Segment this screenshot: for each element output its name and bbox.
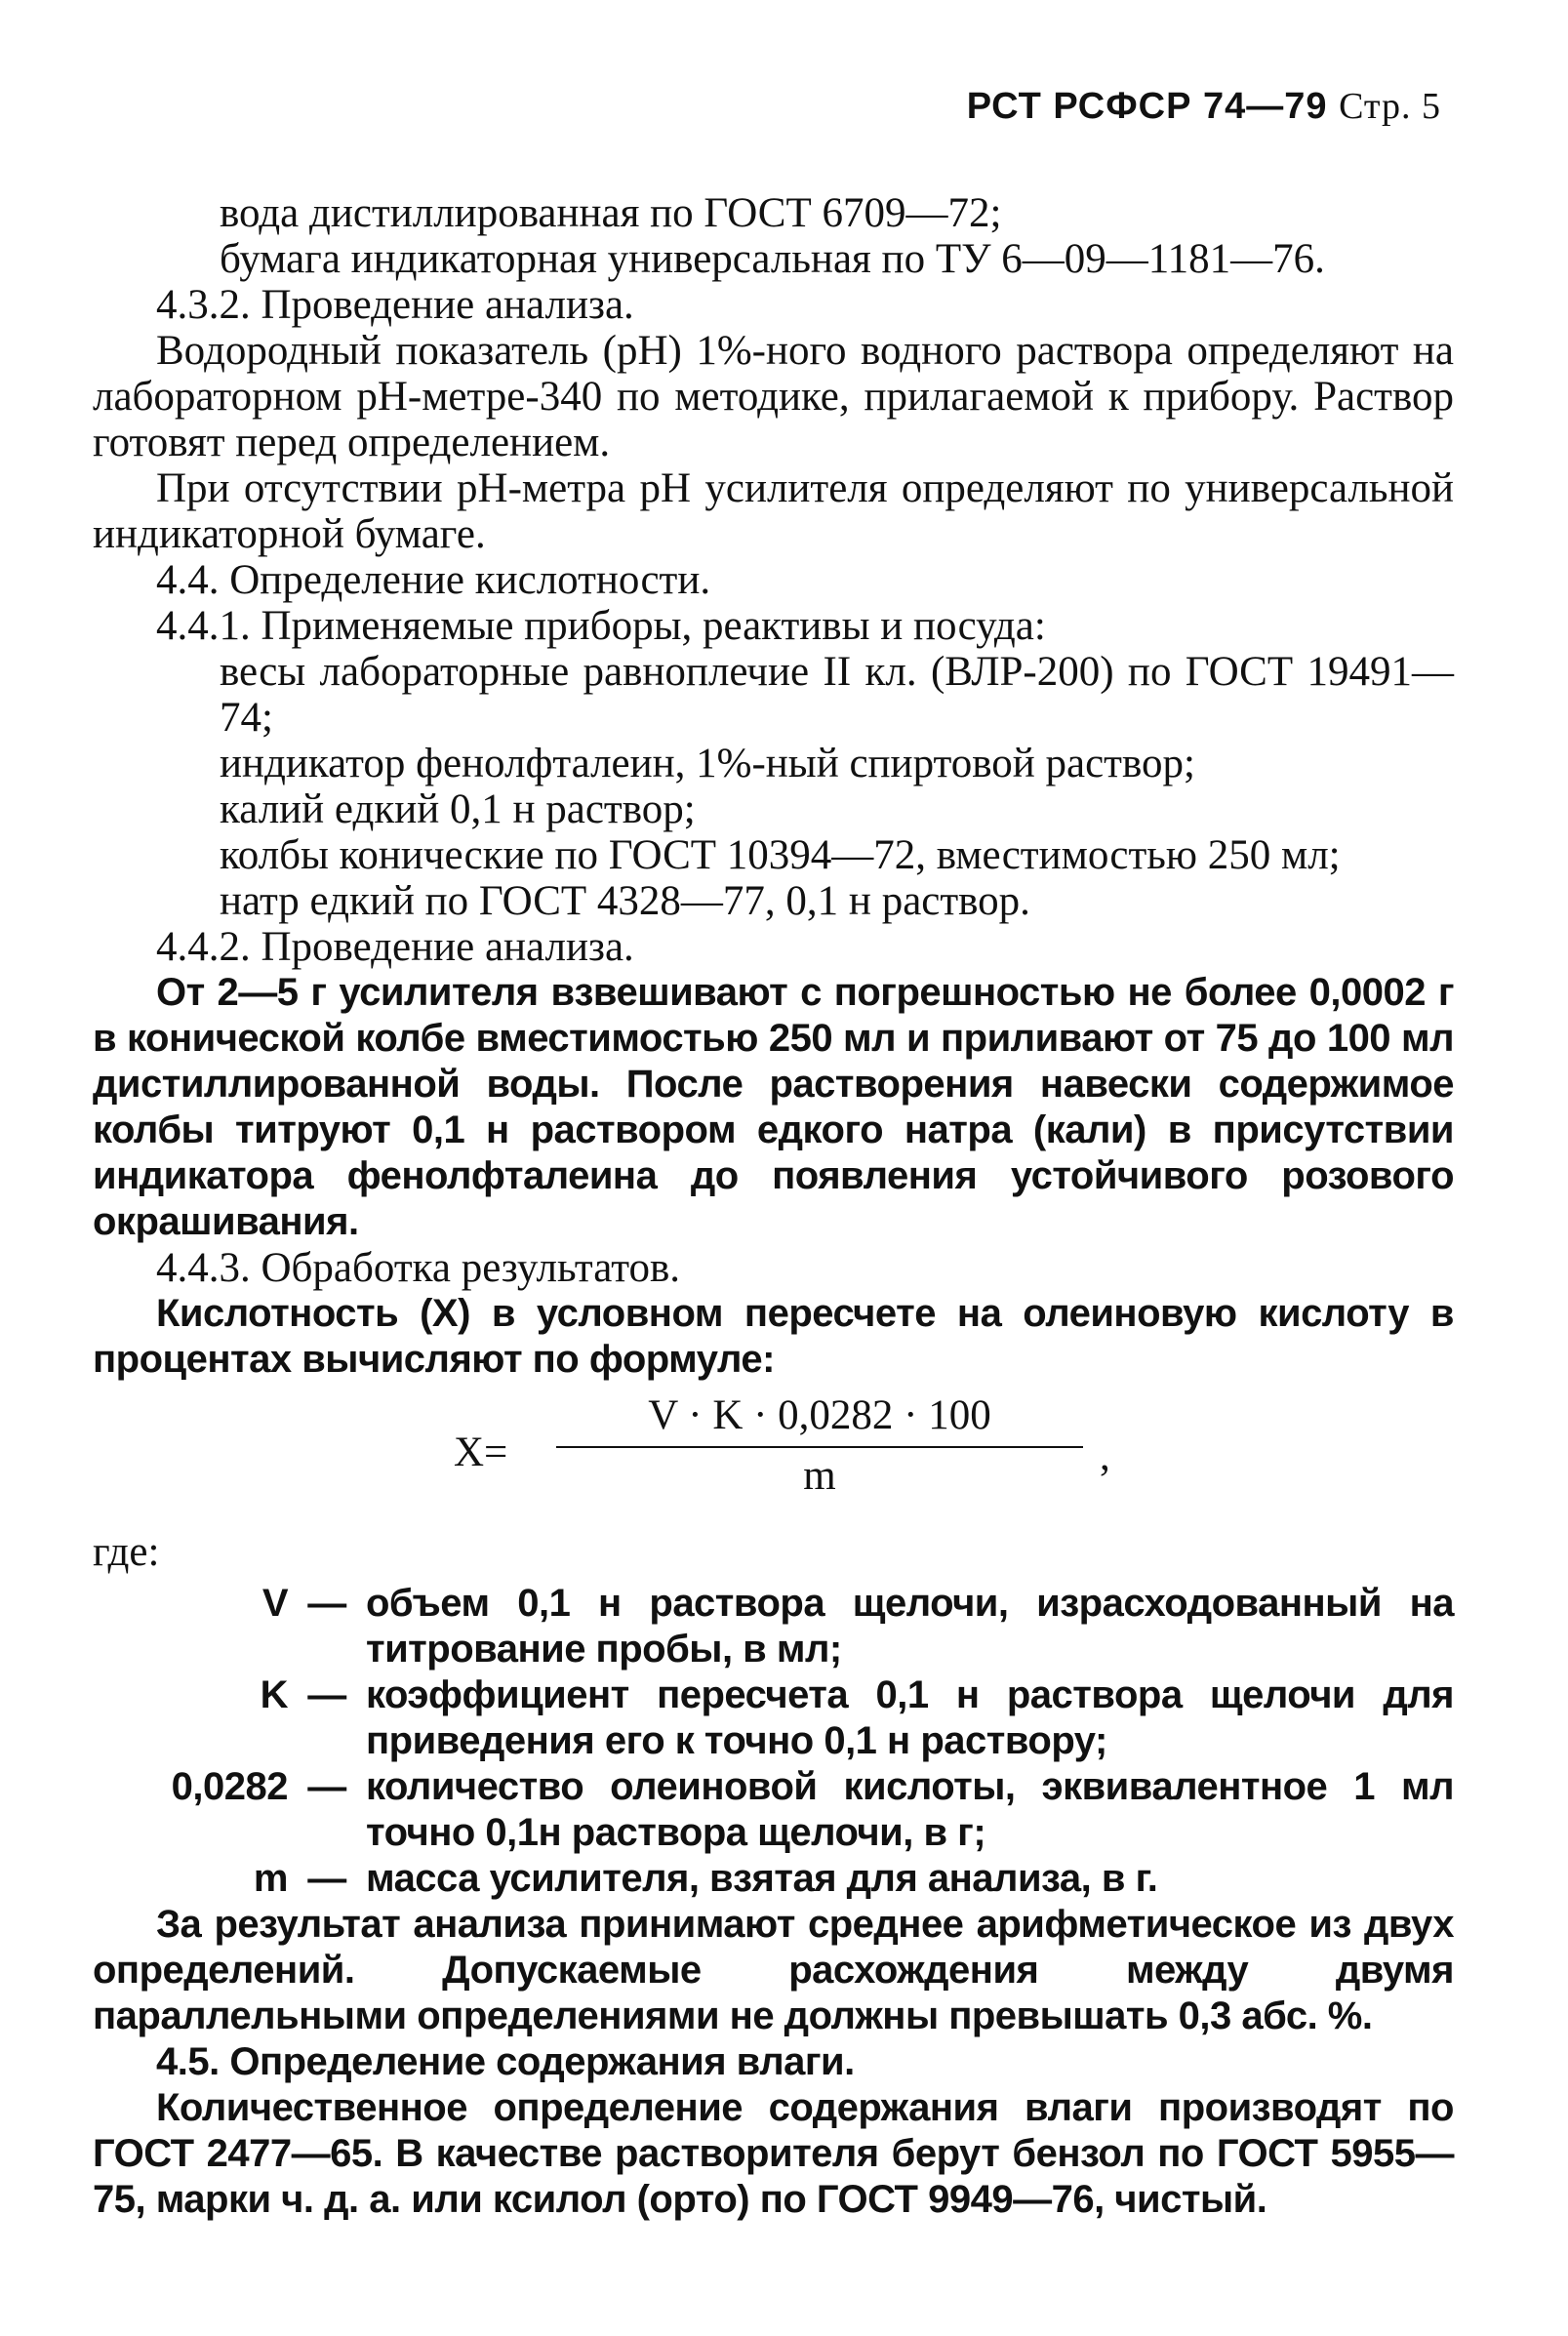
definition-dash: —	[307, 1582, 346, 1625]
definition-text: объем 0,1 н раствора щелочи, израсходованный на титрование пробы, в мл;	[366, 1582, 1454, 1671]
definition-item	[93, 1856, 1454, 1902]
definition-symbol: K	[260, 1673, 288, 1716]
equipment-item: весы лабораторные равноплечие II кл. (ВЛР-200) по ГОСТ 19491—74;	[220, 649, 1454, 741]
document-number: РСТ РСФСР 74—79	[966, 86, 1328, 127]
definition-symbol: m	[253, 1857, 288, 1900]
where-label: где:	[93, 1529, 160, 1575]
section-heading: 4.4.3. Обработка результатов.	[156, 1245, 680, 1291]
definition-item	[93, 1764, 1454, 1856]
section-heading: 4.3.2. Проведение анализа.	[156, 282, 634, 328]
paragraph: За результат анализа принимают среднее арифметическое из двух определений. Допускаемые расхождения между двумя параллельными определениями не должны превышать 0,3 абс. %.	[93, 1903, 1454, 2037]
formula-numerator: V · K · 0,0282 · 100	[648, 1392, 991, 1438]
equipment-item: колбы конические по ГОСТ 10394—72, вместимостью 250 мл;	[220, 832, 1341, 878]
page-number: Стр. 5	[1339, 86, 1441, 127]
formula-lhs: X=	[454, 1430, 508, 1475]
definition-text: масса усилителя, взятая для анализа, в г.	[366, 1857, 1158, 1900]
definition-item	[93, 1581, 1454, 1672]
equipment-item: натр едкий по ГОСТ 4328—77, 0,1 н раствор.	[220, 878, 1030, 924]
definition-dash: —	[307, 1857, 346, 1900]
equipment-item: индикатор фенолфталеин, 1%-ный спиртовой раствор;	[220, 741, 1195, 786]
paragraph: От 2—5 г усилителя взвешивают с погрешностью не более 0,0002 г в конической колбе вместимостью 250 мл и приливают от 75 до 100 мл дистиллированной воды. После растворения навески содержимое колбы титруют 0,1 н раствором едкого натра (кали) в присутствии индикатора фенолфталеина до появления устойчивого розового окрашивания.	[93, 971, 1454, 1243]
section-heading: 4.4. Определение кислотности.	[156, 557, 711, 603]
definition-dash: —	[307, 1765, 346, 1808]
paragraph: Кислотность (X) в условном пересчете на олеиновую кислоту в процентах вычисляют по формуле:	[93, 1292, 1454, 1381]
equipment-item: калий едкий 0,1 н раствор;	[220, 786, 696, 832]
formula-denominator: m	[803, 1453, 836, 1499]
definition-dash: —	[307, 1673, 346, 1716]
definition-text: коэффициент пересчета 0,1 н раствора щелочи для приведения его к точно 0,1 н раствору;	[366, 1673, 1454, 1762]
reagent-line: бумага индикаторная универсальная по ТУ 6—09—1181—76.	[220, 236, 1325, 282]
definition-symbol: 0,0282	[171, 1765, 288, 1808]
reagent-line: вода дистиллированная по ГОСТ 6709—72;	[220, 190, 1002, 236]
definition-item	[93, 1672, 1454, 1764]
paragraph: При отсутствии рН-метра рН усилителя определяют по универсальной индикаторной бумаге.	[93, 465, 1454, 557]
definition-symbol: V	[261, 1582, 288, 1625]
definitions-list	[93, 1581, 1454, 1902]
document-body	[93, 190, 1454, 2223]
formula-comma: ,	[1100, 1433, 1110, 1479]
section-heading: 4.5. Определение содержания влаги.	[156, 2040, 855, 2083]
fraction-bar	[556, 1446, 1083, 1448]
definition-text: количество олеиновой кислоты, эквивалентное 1 мл точно 0,1н раствора щелочи, в г;	[366, 1765, 1454, 1854]
section-heading: 4.4.2. Проведение анализа.	[156, 924, 634, 970]
formula	[93, 1392, 1454, 1510]
paragraph: Количественное определение содержания влаги производят по ГОСТ 2477—65. В качестве растворителя берут бензол по ГОСТ 5955—75, марки ч. д. а. или ксилол (орто) по ГОСТ 9949—76, чистый.	[93, 2086, 1454, 2221]
paragraph: Водородный показатель (рН) 1%-ного водного раствора определяют на лабораторном рН-метре-340 по методике, прилагаемой к прибору. Раствор готовят перед определением.	[93, 328, 1454, 465]
section-heading: 4.4.1. Применяемые приборы, реактивы и посуда:	[156, 603, 1046, 649]
page-header	[967, 84, 1441, 130]
